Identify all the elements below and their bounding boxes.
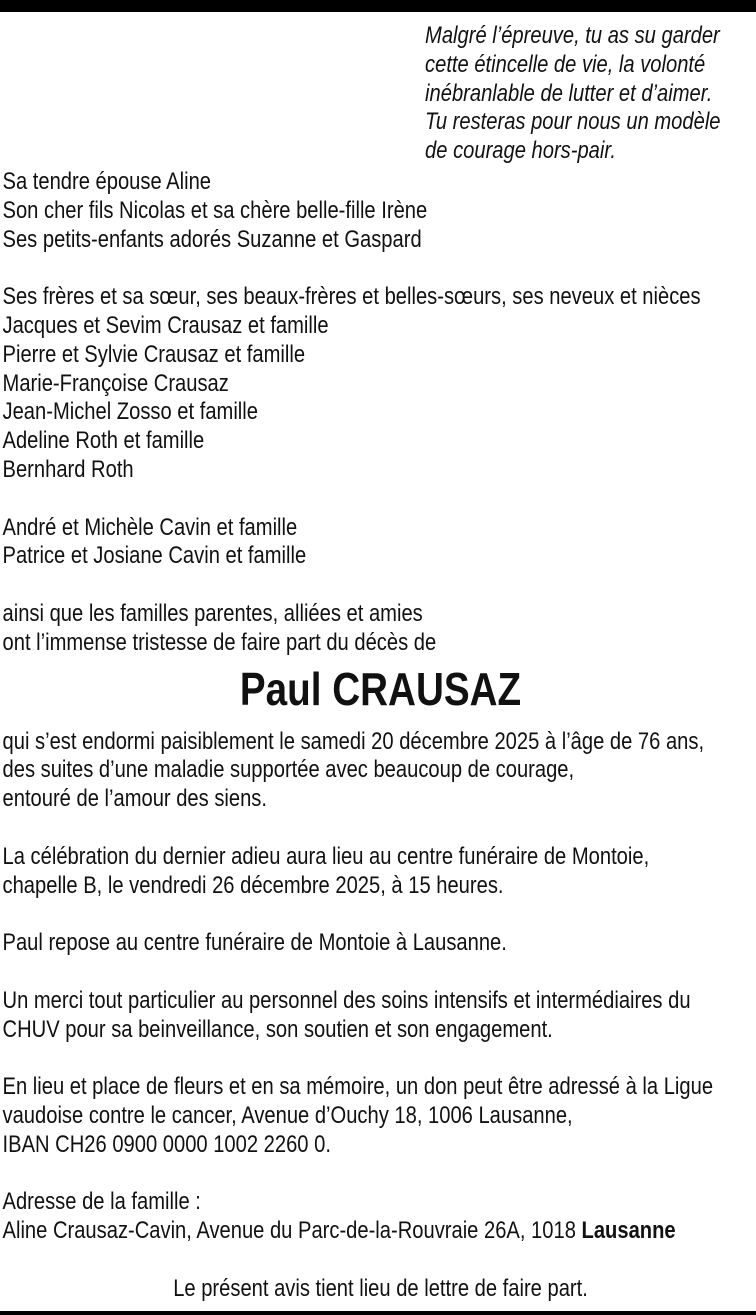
family-address-line — [3, 1217, 756, 1246]
family-address-label: Adresse de la famille : — [2, 1188, 201, 1216]
closing-statement: Le présent avis tient lieu de lettre de faire part. — [173, 1274, 588, 1302]
ceremony-line: La célébration du dernier adieu aura lieu au centre funéraire de Montoie, — [2, 842, 650, 870]
repose-block — [3, 929, 756, 958]
donation-block — [3, 1073, 756, 1159]
family-address-block — [3, 1188, 756, 1246]
death-details-block — [3, 728, 756, 814]
epitaph-quote-line: de courage hors-pair. — [425, 137, 616, 165]
family-line: Bernhard Roth — [2, 455, 134, 483]
deceased-name: Paul CRAUSAZ — [239, 662, 522, 715]
family-line: Sa tendre épouse Aline — [2, 167, 212, 195]
thanks-line: Un merci tout particulier au personnel des soins intensifs et intermédiaires du — [2, 986, 691, 1014]
family-line: Jean-Michel Zosso et famille — [2, 398, 258, 426]
family-siblings-block — [3, 283, 756, 485]
death-details-line: entouré de l’amour des siens. — [2, 785, 268, 813]
donation-line: vaudoise contre le cancer, Avenue d’Ouchy 18, 1006 Lausanne, — [2, 1101, 573, 1129]
notice-content — [0, 12, 756, 1303]
family-line: Jacques et Sevim Crausaz et famille — [2, 311, 329, 339]
family-line: André et Michèle Cavin et famille — [2, 513, 298, 541]
family-line: Son cher fils Nicolas et sa chère belle-fille Irène — [2, 196, 428, 224]
thanks-block — [3, 987, 756, 1045]
donation-line: En lieu et place de fleurs et en sa mémoire, un don peut être adressé à la Ligue — [2, 1073, 714, 1101]
top-border-bar — [0, 0, 756, 12]
family-address-street: Aline Crausaz-Cavin, Avenue du Parc-de-la-Rouvraie 26A, 1018 — [2, 1217, 582, 1245]
family-line: Pierre et Sylvie Crausaz et famille — [2, 340, 306, 368]
bottom-border-bar — [0, 1311, 756, 1315]
family-line: Adeline Roth et famille — [2, 427, 205, 455]
family-address-city: Lausanne — [581, 1217, 676, 1245]
repose-line: Paul repose au centre funéraire de Montoie à Lausanne. — [2, 929, 507, 957]
family-line: Patrice et Josiane Cavin et famille — [2, 542, 307, 570]
epitaph-quote-line: Tu resteras pour nous un modèle — [425, 108, 721, 136]
ceremony-line: chapelle B, le vendredi 26 décembre 2025, à 15 heures. — [2, 871, 504, 899]
donation-line: IBAN CH26 0900 0000 1002 2260 0. — [2, 1130, 331, 1158]
ceremony-block — [3, 843, 756, 901]
death-details-line: des suites d’une maladie supportée avec beaucoup de courage, — [2, 756, 575, 784]
family-cavin-block — [3, 514, 756, 572]
announcement-line: ainsi que les familles parentes, alliées et amies — [2, 599, 423, 627]
announcement-intro — [3, 600, 756, 658]
death-details-line: qui s’est endormi paisiblement le samedi 20 décembre 2025 à l’âge de 76 ans, — [2, 727, 705, 755]
thanks-line: CHUV pour sa beinveillance, son soutien et son engagement. — [2, 1015, 553, 1043]
epitaph-quote — [425, 22, 756, 166]
family-line: Ses frères et sa sœur, ses beaux-frères et belles-sœurs, ses neveux et nièces — [2, 283, 701, 311]
epitaph-quote-line: inébranlable de lutter et d’aimer. — [425, 79, 713, 107]
announcement-line: ont l’immense tristesse de faire part du décès de — [2, 628, 437, 656]
epitaph-quote-line: Malgré l’épreuve, tu as su garder — [425, 22, 720, 49]
family-line: Marie-Françoise Crausaz — [2, 369, 229, 397]
family-line: Ses petits-enfants adorés Suzanne et Gaspard — [2, 225, 422, 253]
family-immediate-block — [3, 168, 756, 254]
epitaph-quote-line: cette étincelle de vie, la volonté — [425, 50, 706, 78]
